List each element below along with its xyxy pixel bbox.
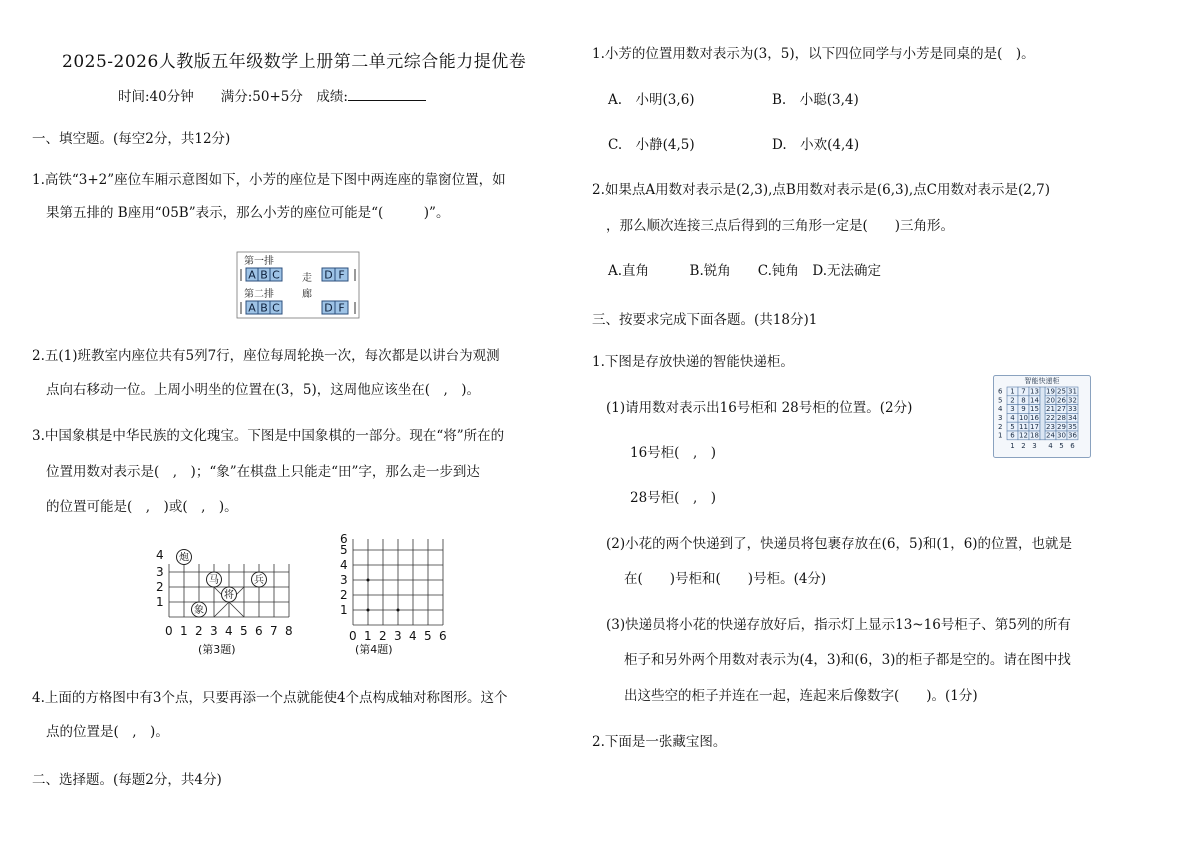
locker-number: 35 <box>1068 422 1077 431</box>
aisle-label-1: 走 <box>302 273 312 284</box>
locker-number: 7 <box>1021 387 1026 396</box>
chess-x-tick: 6 <box>255 624 263 638</box>
locker-col-label: 5 <box>1059 441 1064 450</box>
seat-label: F <box>338 268 345 282</box>
chess-board-figure <box>150 545 300 660</box>
locker-number: 19 <box>1046 387 1055 396</box>
grid4-y-tick: 4 <box>340 558 348 572</box>
problem-1-part-2-line-2: 在( )号柜和( )号柜。(4分) <box>624 571 827 587</box>
chess-caption: (第3题) <box>198 643 236 656</box>
locker-col-label: 3 <box>1032 441 1037 450</box>
grid4-x-tick: 6 <box>439 629 447 643</box>
seat-label: A <box>248 268 256 282</box>
row-1-label: 第一排 <box>244 256 274 267</box>
locker-row-label: 4 <box>998 405 1003 414</box>
seat-label: D <box>324 268 333 282</box>
grid4-x-tick: 1 <box>364 629 372 643</box>
chess-x-tick: 8 <box>285 624 293 638</box>
svg-text:走 <box>302 271 312 284</box>
section-3-heading: 三、按要求完成下面各题。(共18分)1 <box>592 312 818 328</box>
grid-figure <box>330 532 447 660</box>
problem-1-part-3-line-1: (3)快递员将小花的快递存放好后，指示灯上显示13~16号柜子、第5列的所有 <box>606 617 1071 633</box>
chess-x-tick: 4 <box>225 624 233 638</box>
grid4-x-tick: 5 <box>424 629 432 643</box>
seat-label: C <box>272 268 280 282</box>
locker-number: 20 <box>1046 396 1055 405</box>
q1-line-2: 果第五排的 B座用“05B”表示，那么小芳的座位可能是“( )”。 <box>46 205 450 221</box>
chess-piece-label: 将 <box>224 590 234 601</box>
locker-row-label: 2 <box>998 422 1003 431</box>
grid-point <box>367 609 370 612</box>
chess-piece-label: 炮 <box>179 552 189 564</box>
grid-caption: (第4题) <box>355 643 393 656</box>
svg-text:智能快递柜 <box>1025 376 1060 385</box>
problem-1-intro: 1.下图是存放快递的智能快递柜。 <box>592 354 794 370</box>
locker-number: 3 <box>1010 405 1015 414</box>
problem-2-intro: 2.下面是一张藏宝图。 <box>592 734 727 750</box>
choice-1-option-d[interactable]: D. 小欢(4,4) <box>772 137 860 153</box>
locker-number: 28 <box>1057 414 1066 422</box>
chess-x-tick: 3 <box>210 624 218 638</box>
q2-line-2: 点向右移动一位。上周小明坐的位置在(3，5)，这周他应该坐在( , )。 <box>46 382 481 398</box>
q3-line-3: 的位置可能是( , )或( , )。 <box>46 499 238 515</box>
choice-2-line-1: 2.如果点A用数对表示是(2,3),点B用数对表示是(6,3),点C用数对表示是(2,7) <box>592 182 1050 198</box>
locker-number: 24 <box>1046 431 1055 440</box>
svg-text:廊 <box>302 287 312 300</box>
section-2-heading: 二、选择题。(每题2分，共4分) <box>32 772 222 788</box>
problem-1-part-1: (1)请用数对表示出16号柜和 28号柜的位置。(2分) <box>606 400 913 416</box>
exam-title: 2025-2026人教版五年级数学上册第二单元综合能力提优卷 <box>62 52 527 72</box>
grid4-x-tick: 0 <box>349 629 357 643</box>
aisle-label-2: 廊 <box>302 289 312 300</box>
chess-piece-label: 象 <box>194 605 204 616</box>
locker-number: 27 <box>1057 405 1066 414</box>
locker-row-label: 1 <box>998 431 1003 440</box>
locker-number: 8 <box>1021 396 1026 405</box>
svg-text:(第4题) <box>355 642 393 656</box>
chess-x-tick: 0 <box>165 624 173 638</box>
svg-text:(第3题) <box>198 642 236 656</box>
locker-number: 11 <box>1019 422 1028 431</box>
choice-2-options[interactable]: A.直角 B.锐角 C.钝角 D.无法确定 <box>608 263 882 279</box>
locker-number: 17 <box>1030 422 1039 431</box>
locker-number: 25 <box>1057 387 1066 396</box>
chess-y-tick: 3 <box>156 565 164 579</box>
grid-point <box>367 579 370 582</box>
locker-number: 1 <box>1010 387 1015 396</box>
locker-number: 21 <box>1046 405 1055 414</box>
exam-meta-text: 时间:40分钟 满分:50+5分 成绩: <box>118 89 348 105</box>
grid4-x-tick: 3 <box>394 629 402 643</box>
grid4-x-tick: 2 <box>379 629 387 643</box>
locker-number: 5 <box>1010 422 1015 431</box>
chess-x-tick: 1 <box>180 624 188 638</box>
locker-number: 23 <box>1046 422 1055 431</box>
row-2-label: 第二排 <box>244 289 274 300</box>
locker-row-label: 6 <box>998 387 1003 396</box>
locker-number: 30 <box>1057 431 1066 440</box>
seat-label: B <box>260 301 268 315</box>
q3-line-1: 3.中国象棋是中华民族的文化瑰宝。下图是中国象棋的一部分。现在“将”所在的 <box>32 428 505 444</box>
locker-number: 34 <box>1068 414 1077 422</box>
seat-label: C <box>272 301 280 315</box>
problem-1-part-2-line-1: (2)小花的两个快递到了，快递员将包裹存放在(6，5)和(1，6)的位置，也就是 <box>606 536 1073 552</box>
chess-piece-label: 兵 <box>254 575 264 586</box>
choice-1-option-c[interactable]: C. 小静(4,5) <box>608 137 695 153</box>
locker-number: 2 <box>1010 396 1015 405</box>
locker-screen <box>1040 387 1045 440</box>
q3-line-2: 位置用数对表示是( , )；“象”在棋盘上只能走“田”字，那么走一步到达 <box>46 464 480 480</box>
problem-1-part-3-line-2: 柜子和另外两个用数对表示为(4，3)和(6，3)的柜子都是空的。请在图中找 <box>624 652 1071 668</box>
grid-point <box>397 609 400 612</box>
seat-diagram <box>236 251 360 319</box>
q4-line-1: 4.上面的方格图中有3个点，只要再添一个点就能使4个点构成轴对称图形。这个 <box>32 690 508 706</box>
locker-col-label: 1 <box>1010 441 1015 450</box>
exam-meta <box>118 87 426 107</box>
locker-col-label: 4 <box>1048 441 1053 450</box>
grid4-y-tick: 5 <box>340 543 348 557</box>
locker-number: 36 <box>1068 431 1077 440</box>
locker-number: 4 <box>1010 414 1015 422</box>
grid4-y-tick: 1 <box>340 603 348 617</box>
locker-number: 32 <box>1068 396 1077 405</box>
locker-title: 智能快递柜 <box>1024 377 1060 385</box>
locker-number: 16 <box>1030 414 1039 422</box>
chess-x-tick: 2 <box>195 624 203 638</box>
seat-label: F <box>338 301 345 315</box>
locker-col-label: 2 <box>1021 441 1026 450</box>
locker-number: 6 <box>1010 431 1015 440</box>
grid4-x-tick: 4 <box>409 629 417 643</box>
score-blank[interactable] <box>348 88 426 101</box>
chess-y-tick: 2 <box>156 580 164 594</box>
q2-line-1: 2.五(1)班教室内座位共有5列7行，座位每周轮换一次，每次都是以讲台为观测 <box>32 348 500 364</box>
chess-x-tick: 7 <box>270 624 278 638</box>
locker-col-label: 6 <box>1070 441 1075 450</box>
locker-number: 13 <box>1030 387 1039 396</box>
svg-text:第一排 <box>244 254 274 267</box>
locker-number: 18 <box>1030 431 1039 440</box>
locker-row-label: 5 <box>998 396 1003 405</box>
locker-number: 14 <box>1030 396 1039 405</box>
choice-2-line-2: ，那么顺次连接三点后得到的三角形一定是( )三角形。 <box>606 218 955 234</box>
chess-y-tick: 4 <box>156 548 164 562</box>
grid4-y-tick: 2 <box>340 588 348 602</box>
cabinet-28-answer[interactable]: 28号柜( , ) <box>630 490 717 506</box>
locker-number: 10 <box>1019 414 1028 422</box>
locker-number: 33 <box>1068 405 1077 414</box>
locker-number: 9 <box>1021 405 1026 414</box>
locker-number: 31 <box>1068 387 1077 396</box>
choice-1-option-b[interactable]: B. 小聪(3,4) <box>772 92 859 108</box>
chess-x-tick: 5 <box>240 624 248 638</box>
locker-number: 12 <box>1019 431 1028 440</box>
seat-label: A <box>248 301 256 315</box>
locker-number: 26 <box>1057 396 1066 405</box>
smart-locker-figure <box>993 375 1091 458</box>
problem-1-part-3-line-3: 出这些空的柜子并连在一起，连起来后像数字( )。(1分) <box>624 688 978 704</box>
grid4-y-tick: 6 <box>340 532 348 546</box>
locker-number: 29 <box>1057 422 1066 431</box>
q1-line-1: 1.高铁“3+2”座位车厢示意图如下，小芳的座位是下图中两连座的靠窗位置，如 <box>32 172 506 188</box>
locker-number: 22 <box>1046 414 1055 422</box>
chess-y-tick: 1 <box>156 595 164 609</box>
locker-row-label: 3 <box>998 414 1003 422</box>
grid4-y-tick: 3 <box>340 573 348 587</box>
chess-piece-label: 马 <box>209 575 219 586</box>
section-1-heading: 一、填空题。(每空2分，共12分) <box>32 131 231 147</box>
seat-label: B <box>260 268 268 282</box>
locker-number: 15 <box>1030 405 1039 414</box>
svg-text:第二排 <box>244 287 274 300</box>
cabinet-16-answer[interactable]: 16号柜( , ) <box>630 445 717 461</box>
choice-1-option-a[interactable]: A. 小明(3,6) <box>608 92 695 108</box>
seat-label: D <box>324 301 333 315</box>
choice-1-stem: 1.小芳的位置用数对表示为(3，5)，以下四位同学与小芳是同桌的是( )。 <box>592 46 1035 62</box>
q4-line-2: 点的位置是( , )。 <box>46 724 169 740</box>
